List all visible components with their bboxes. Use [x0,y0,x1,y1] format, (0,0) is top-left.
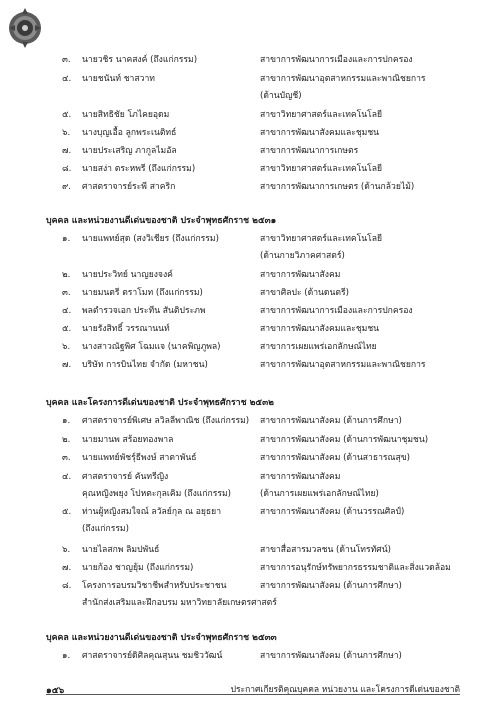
section-heading: บุคคล และโครงการดีเด่นของชาติ ประจำพุทธศักราช ๒๕๓๒ [46,398,274,408]
item-number: ๓. [62,288,71,298]
item-field: สาขาสื่อสารมวลชน (ด้านโทรทัศน์) [260,545,391,555]
item-name: นายแพทย์สุด (สงวิเชียร (ถึงแก่กรรม) [82,234,219,244]
item-number: ๑. [62,234,71,244]
item-field: สาขาวิทยาศาสตร์และเทคโนโลยี [260,164,383,174]
item-name: นายก้อง ชาญยุ้ม (ถึงแก่กรรม) [82,563,194,573]
item-field: สาขาการอนุรักษ์ทรัพยากรธรรมชาติและสิ่งแวดล้อม [260,563,451,573]
section-heading: บุคคล และหน่วยงานดีเด่นของชาติ ประจำพุทธศักราช ๒๕๓๓ [46,633,277,643]
item-name: ศาสตราจารย์ระพี สาคริก [82,182,176,192]
item-field: สาขาการพัฒนาการเมืองและการปกครอง [260,306,413,316]
item-field: สาขาการพัฒนาอุตสาหกรรมและพาณิชยการ [260,74,426,84]
item-name: พลตำรวจเอก ประทีน สันติประภพ [82,306,206,316]
item-field: สาขาการพัฒนาอุตสาหกรรมและพาณิชยการ [260,360,426,370]
item-field: สาขาการพัฒนาสังคม (ด้านการศึกษา) [260,416,402,426]
item-name: นายชนันท์ ชาสวาท [82,74,155,84]
item-name: นายสง่า ตระหพรี (ถึงแก่กรรม) [82,164,196,174]
item-field: สาขาการพัฒนาสังคม (ด้านการศึกษา) [260,651,402,661]
item-field: สาขาศิลปะ (ด้านดนตรี) [260,288,349,298]
item-field: สาขาการพัฒนาสังคมและชุมชน [260,128,380,138]
item-name: นายรังสิทธิ์ วรรณานนท์ [82,324,170,334]
emblem-icon [6,6,44,50]
item-number: ๓. [62,55,71,65]
item-field: (ด้านกายวิภาคศาสตร์) [260,251,345,261]
item-number: ๒. [62,270,71,280]
item-field: สาขาการพัฒนาสังคมและชุมชน [260,324,380,334]
item-field: สาขาการพัฒนาสังคม [260,472,341,482]
item-number: ๕. [62,110,72,120]
item-name: ศาสตราจารย์ดิศิลคุณสุนน ชมชิววัฒน์ [82,651,223,661]
item-name: บริษัท การบินไทย จำกัด (มหาชน) [82,360,208,370]
footer-divider [46,694,460,695]
item-number: ๖. [62,545,71,555]
item-number: ๗. [62,360,72,370]
item-name: คุณหญิงพยุง โปหตะกุลเคิม (ถึงแก่กรรม) [82,489,231,499]
item-field: สาขาการพัฒนาการเกษตร (ด้านกล้วยไม้) [260,182,415,192]
item-name: สำนักส่งเสริมและฝึกอบรม มหาวิทยาลัยเกษตรศาสตร์ [82,598,277,608]
item-field: สาขาการพัฒนาสังคม [260,270,341,280]
item-number: ๔. [62,74,72,84]
item-number: ๖. [62,342,71,352]
item-name: นายไลสกพ ลิมปพันธ์ [82,545,160,555]
item-field: สาขาการพัฒนาการเกษตร [260,146,359,156]
item-field: สาขาการเผยแพร่เอกลักษณ์ไทย [260,342,377,352]
item-field: สาขาการพัฒนาสังคม (ด้านการศึกษา) [260,581,402,591]
item-field: (ด้านบัญชี) [260,91,302,101]
item-number: ๕. [62,324,72,334]
item-name: นางสาวณัฐพิศ โฉมแจ (นาคพิญภูพล) [82,342,221,352]
item-number: ๘. [62,164,72,174]
item-field: สาขาวิทยาศาสตร์และเทคโนโลยี [260,234,383,244]
item-number: ๑. [62,416,71,426]
item-name: ท่านผู้หญิงสมใจณ์ ลวัลย์กุล ณ อยุธยา [82,507,222,517]
item-name: นายวชิร นาคสงค์ (ถึงแก่กรรม) [82,55,198,65]
item-name: นางบุญเอื้อ ลูกพระเนติทธ์ [82,128,177,138]
item-number: ๓. [62,453,71,463]
item-name: ศาสตราจารย์ คันทรีญิง [82,472,169,482]
item-name: นายมนตรี ตราโมท (ถึงแก่กรรม) [82,288,203,298]
item-name: นายประเสริญ ภากูลไมอัล [82,146,177,156]
item-number: ๗. [62,146,72,156]
item-name: นายสิทธิชัย โภไคยอุดม [82,110,170,120]
item-name: โครงการอบรมวิชาชีพสำหรับประชาชน [82,581,227,591]
item-field: สาขาการพัฒนาการเมืองและการปกครอง [260,55,413,65]
item-field: สาขาการพัฒนาสังคม (ด้านวรรณศิลป์) [260,507,405,517]
item-number: ๖. [62,128,71,138]
item-field: (ด้านการเผยแพร่เอกลักษณ์ไทย) [260,489,379,499]
item-name: นายประวิทย์ นาญยงจงค์ [82,270,173,280]
item-number: ๙. [62,182,72,192]
item-number: ๕. [62,507,72,517]
section-heading: บุคคล และหน่วยงานดีเด่นของชาติ ประจำพุทธศักราช ๒๕๓๑ [46,216,277,226]
item-name: ศาสตราจารย์พิเศษ ลวิลลีพาณิช (ถึงแก่กรรม) [82,416,250,426]
item-field: สาขาวิทยาศาสตร์และเทคโนโลยี [260,110,383,120]
item-number: ๔. [62,306,72,316]
page-number: ๑๕๖ [46,686,65,696]
item-field: สาขาการพัฒนาสังคม (ด้านการพัฒนาชุมชน) [260,435,429,445]
item-name: นายมานพ สร้อยทองพาล [82,435,174,445]
item-name: นายแพทย์พัชรุ์ธีพงษ์ สาตาพันธ์ [82,453,197,463]
item-name: (ถึงแก่กรรม) [82,524,129,534]
footer-title: ประกาศเกียรติคุณบุคคล หน่วยงาน และโครงการดีเด่นของชาติ [230,685,460,695]
item-number: ๘. [62,581,72,591]
item-number: ๑. [62,651,71,661]
item-number: ๗. [62,563,72,573]
item-number: ๔. [62,472,72,482]
item-field: สาขาการพัฒนาสังคม (ด้านสาธารณสุข) [260,453,410,463]
item-number: ๒. [62,435,71,445]
